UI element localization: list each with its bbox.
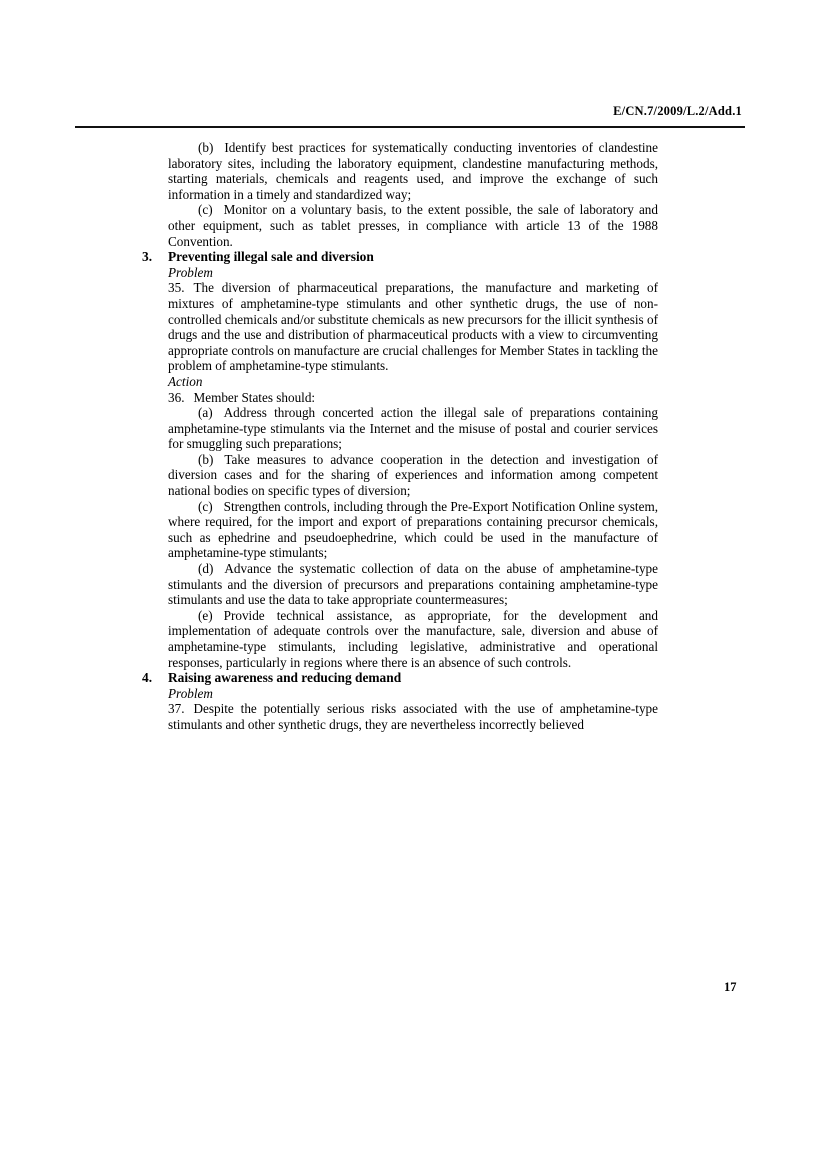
problem-label: Problem [168, 264, 213, 280]
section-4-heading [142, 670, 658, 686]
paragraph-text: The diversion of pharmaceutical preparations, the manufacture and marketing of mixtures of amphetamine-type stimulants and other synthetic drugs, the use of non-controlled chemicals and/or substitute chemicals as new precursors for the illicit synthesis of drugs and the use and distribution of pharmaceutical products with a view to circumventing appropriate controls on manufacture are crucial challenges for Member States in tackling the problem of amphetamine-type stimulants. [168, 280, 658, 374]
doc-symbol: E/CN.7/2009/L.2/Add.1 [613, 104, 742, 118]
paragraph-text: Member States should: [193, 389, 316, 405]
document-body [142, 140, 658, 733]
paragraph-36b [168, 452, 658, 499]
paragraph-text: Strengthen controls, including through the Pre-Export Notification Online system, where required, for the import and export of preparations containing precursor chemicals, such as ephedrine and pseudoephedrine, which could be used in the manufacture of amphetamine-type stimulants; [168, 498, 658, 561]
paragraph-35 [168, 280, 658, 374]
paragraph-36 [168, 390, 658, 406]
paragraph-label: (c) [198, 202, 213, 218]
paragraph-label: (b) [198, 451, 214, 467]
section-number: 4. [142, 670, 153, 686]
paragraph-36d [168, 561, 658, 608]
paragraph-36a [168, 405, 658, 452]
paragraph-intro-c [168, 202, 658, 249]
paragraph-text: Provide technical assistance, as appropriate, for the development and implementation of adequate controls over the manufacture, sale, diversion and abuse of amphetamine-type stimulants, including legislative, administrative and operational responses, particularly in regions where there is an absence of such controls. [168, 607, 658, 670]
section-3-heading [142, 249, 658, 265]
paragraph-number: 37. [168, 701, 185, 717]
paragraph-number: 35. [168, 280, 185, 296]
problem-label: Problem [168, 685, 213, 701]
paragraph-text: Advance the systematic collection of data on the abuse of amphetamine-type stimulants and the diversion of precursors and preparations containing amphetamine-type stimulants and use the data to take appropriate countermeasures; [168, 561, 658, 608]
page-number: 17 [724, 980, 737, 994]
paragraph-label: (e) [198, 607, 213, 623]
paragraph-text: Monitor on a voluntary basis, to the extent possible, the sale of laboratory and other equipment, such as tablet presses, in compliance with article 13 of the 1988 Convention. [168, 202, 658, 249]
paragraph-text: Identify best practices for systematically conducting inventories of clandestine laboratory sites, including the laboratory equipment, clandestine manufacturing methods, starting materials, chemicals and reagents used, and improve the exchange of such information in a timely and standardized way; [168, 140, 658, 202]
header-rule [75, 126, 745, 128]
paragraph-label: (c) [198, 498, 213, 514]
section-title: Raising awareness and reducing demand [168, 670, 402, 686]
paragraph-text: Despite the potentially serious risks associated with the use of amphetamine-type stimulants and other synthetic drugs, they are nevertheless incorrectly believed [168, 701, 658, 732]
action-label: Action [168, 373, 203, 389]
paragraph-label: (b) [198, 140, 214, 155]
section-title: Preventing illegal sale and diversion [168, 249, 374, 265]
section-number: 3. [142, 249, 153, 265]
paragraph-intro-b [168, 140, 658, 202]
paragraph-37 [168, 701, 658, 732]
paragraph-36c [168, 499, 658, 561]
paragraph-text: Address through concerted action the illegal sale of preparations containing amphetamine-type stimulants via the Internet and the misuse of postal and courier services for smuggling such preparations; [168, 405, 658, 452]
paragraph-text: Take measures to advance cooperation in the detection and investigation of diversion cases and for the sharing of experiences and information among competent national bodies on specific types of diversion; [168, 451, 658, 499]
paragraph-number: 36. [168, 389, 185, 405]
paragraph-label: (a) [198, 405, 213, 421]
paragraph-36e [168, 608, 658, 670]
paragraph-label: (d) [198, 561, 214, 577]
